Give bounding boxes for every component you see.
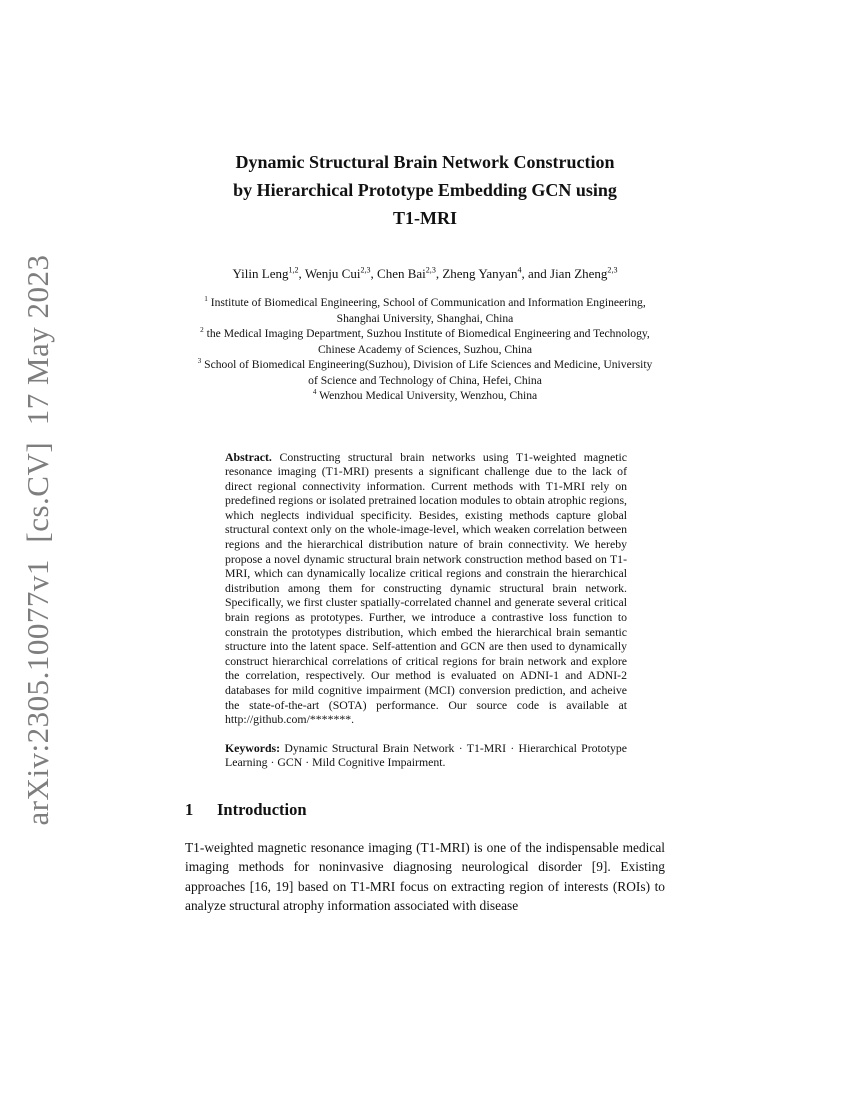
arxiv-watermark: arXiv:2305.10077v1 [cs.CV] 17 May 2023 [20, 254, 55, 826]
intro-paragraph: T1-weighted magnetic resonance imaging (T1-MRI) is one of the indispensable medical imaging methods for noninvasive diagnosing neurological disorder [9]. Existing approaches [16, 19] based on T1-MRI focus on extracting region of interests (ROIs) to analyze structural atrophy information associated with disease [185, 839, 665, 914]
author-name: Chen Bai [377, 266, 426, 281]
affiliation-item: $^4$ Wenzhou Medical University, Wenzhou, China [312, 388, 538, 402]
paper-content [185, 148, 665, 916]
author-name: Yilin Leng [232, 266, 289, 281]
keywords [225, 741, 627, 770]
affiliation-item: $^2$ the Medical Imaging Department, Suzhou Institute of Biomedical Engineering and Technology, Chinese Academy of Sciences, Suzhou, China [200, 326, 650, 356]
affiliation-item: $^1$ Institute of Biomedical Engineering, School of Communication and Information Engineering, Shanghai University, Shanghai, China [204, 295, 646, 325]
author-affiliation-marker: 2,3 [607, 265, 618, 275]
author-affiliation-marker: 2,3 [425, 265, 436, 275]
author-affiliation-marker: 2,3 [360, 265, 371, 275]
affiliation-number: 4 [312, 388, 317, 397]
author-list: Yilin Leng$^{1,2}$, Wenju Cui$^{2,3}$, Chen Bai$^{2,3}$, Zheng Yanyan$^4$, and Jian Zheng$^{2,3}$ [232, 265, 618, 281]
affiliation-number: 1 [204, 295, 208, 304]
author-affiliation-marker: 4 [517, 265, 522, 275]
affiliation-list [185, 295, 665, 404]
keywords-label: Keywords: [225, 740, 281, 755]
title-line-1: Dynamic Structural Brain Network Construction [235, 152, 615, 172]
affiliation-item: $^3$ School of Biomedical Engineering(Suzhou), Division of Life Sciences and Medicine, University of Science and Technology of China, Hefei, China [197, 357, 653, 387]
title-line-2: by Hierarchical Prototype Embedding GCN using [233, 180, 617, 200]
title-line-3: T1-MRI [393, 208, 457, 228]
author-affiliation-marker: 1,2 [288, 265, 299, 275]
paper-title [185, 148, 665, 232]
affiliation-number: 3 [197, 357, 202, 366]
author-name: Jian Zheng [550, 266, 608, 281]
author-name: Wenju Cui [304, 266, 361, 281]
abstract [225, 450, 627, 727]
author-name: Zheng Yanyan [442, 266, 518, 281]
affiliation-number: 2 [200, 326, 204, 335]
section-heading-introduction [185, 800, 665, 820]
keywords-text: Dynamic Structural Brain Network · T1-MRI · Hierarchical Prototype Learning · GCN · Mild Cognitive Impairment. [225, 740, 628, 770]
section-number: 1 [185, 799, 194, 819]
abstract-label: Abstract. [225, 449, 272, 464]
section-title: Introduction [217, 799, 307, 819]
abstract-text: Constructing structural brain networks using T1-weighted magnetic resonance imaging (T1-MRI) presents a significant challenge due to the lack of direct regional connectivity information. Current methods with T1-MRI rely on predefined regions or isolated pretrained location modules to obtain atrophic regions, which neglects individual specificity. Besides, existing methods capture global structural context only on the whole-image-level, which weaken correlation between regions and the hierarchical distribution nature of brain connectivity. We hereby propose a novel dynamic structural brain network construction method based on T1-MRI, which can dynamically localize critical regions and constrain the hierarchical distribution among them for constructing dynamic structural brain network. Specifically, we first cluster spatially-correlated channel and generate several critical brain regions as prototypes. Further, we introduce a contrastive loss function to constrain the prototypes distribution, which embed the hierarchical brain semantic structure into the latent space. Self-attention and GCN are then used to dynamically construct hierarchical correlations of critical regions for brain network and explore the correlation, respectively. Our method is evaluated on ADNI-1 and ADNI-2 databases for mild cognitive impairment (MCI) conversion prediction, and acheive the state-of-the-art (SOTA) performance. Our source code is available at http://github.com/*******. [225, 449, 628, 727]
